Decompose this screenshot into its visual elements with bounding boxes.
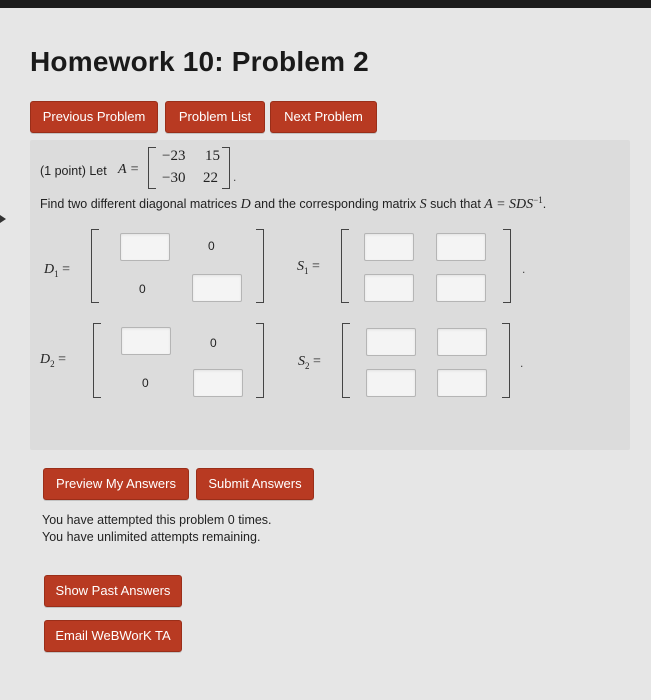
- d2-sub: 2: [50, 358, 55, 369]
- period: .: [542, 197, 547, 212]
- s2-right-bracket: [502, 323, 510, 398]
- d1-right-bracket: [256, 229, 264, 303]
- s2-eq: =: [313, 354, 321, 369]
- d1-var: D: [44, 262, 55, 277]
- d2-entry-11[interactable]: [121, 327, 171, 355]
- top-bar: [0, 0, 651, 8]
- d2-entry-22[interactable]: [193, 369, 243, 397]
- var-d: D: [240, 197, 251, 213]
- equation-exponent: −1: [533, 195, 543, 205]
- d1-left-bracket: [91, 229, 99, 303]
- next-problem-button[interactable]: Next Problem: [270, 101, 377, 133]
- d1-sub: 1: [54, 268, 59, 279]
- s2-entry-11[interactable]: [366, 328, 416, 356]
- a-equals-label: A =: [118, 162, 140, 177]
- s2-entry-21[interactable]: [366, 369, 416, 397]
- s2-entry-12[interactable]: [437, 328, 487, 356]
- s2-sub: 2: [305, 360, 310, 371]
- previous-problem-button[interactable]: Previous Problem: [30, 101, 158, 133]
- problem-box: [30, 140, 630, 450]
- matrix-a-right-bracket: [222, 147, 230, 189]
- s2-entry-22[interactable]: [437, 369, 487, 397]
- email-ta-button[interactable]: Email WeBWorK TA: [44, 620, 182, 652]
- matrix-a-left-bracket: [148, 147, 156, 189]
- matrix-a-cell: 22: [203, 170, 218, 186]
- var-s: S: [419, 197, 427, 213]
- d2-eq: =: [58, 352, 67, 367]
- d1-zero: 0: [208, 239, 215, 253]
- s1-eq: =: [312, 259, 320, 274]
- period: .: [520, 356, 524, 370]
- d1-entry-11[interactable]: [120, 233, 170, 261]
- s1-entry-22[interactable]: [436, 274, 486, 302]
- matrix-a-cell: −30: [162, 170, 186, 186]
- preview-answers-button[interactable]: Preview My Answers: [43, 468, 189, 500]
- d2-var: D: [40, 352, 51, 367]
- s1-sub: 1: [304, 265, 309, 276]
- d1-zero: 0: [139, 282, 146, 296]
- s1-entry-12[interactable]: [436, 233, 486, 261]
- d2-zero: 0: [210, 336, 217, 350]
- period: .: [522, 262, 526, 276]
- s1-var: S: [297, 259, 304, 274]
- d1-label: [44, 262, 70, 279]
- instruction-mid: and the corresponding matrix: [254, 197, 417, 212]
- points-text: (1 point) Let: [40, 164, 107, 178]
- page-title: Homework 10: Problem 2: [30, 46, 369, 77]
- instruction-prefix: Find two different diagonal matrices: [40, 197, 238, 212]
- attempts-text: You have attempted this problem 0 times.: [42, 513, 272, 527]
- d2-label: [40, 352, 66, 369]
- s2-var: S: [298, 354, 305, 369]
- s2-left-bracket: [342, 323, 350, 398]
- remaining-text: You have unlimited attempts remaining.: [42, 530, 261, 544]
- matrix-a-cell: 15: [205, 148, 220, 164]
- pointer-arrow-icon: [0, 215, 6, 223]
- s1-label: [297, 259, 320, 276]
- d1-entry-22[interactable]: [192, 274, 242, 302]
- show-past-answers-button[interactable]: Show Past Answers: [44, 575, 182, 607]
- problem-list-button[interactable]: Problem List: [165, 101, 265, 133]
- instruction-suffix: such that: [430, 197, 481, 212]
- instruction-text: [40, 195, 546, 213]
- s1-left-bracket: [341, 229, 349, 303]
- matrix-a-cell: −23: [162, 148, 186, 164]
- s1-entry-11[interactable]: [364, 233, 414, 261]
- submit-answers-button[interactable]: Submit Answers: [196, 468, 314, 500]
- d1-eq: =: [62, 262, 71, 277]
- s2-label: [298, 354, 321, 371]
- s1-entry-21[interactable]: [364, 274, 414, 302]
- d2-right-bracket: [256, 323, 264, 398]
- d2-zero: 0: [142, 376, 149, 390]
- period: .: [233, 170, 237, 184]
- s1-right-bracket: [503, 229, 511, 303]
- equation: A = SDS: [484, 197, 534, 213]
- d2-left-bracket: [93, 323, 101, 398]
